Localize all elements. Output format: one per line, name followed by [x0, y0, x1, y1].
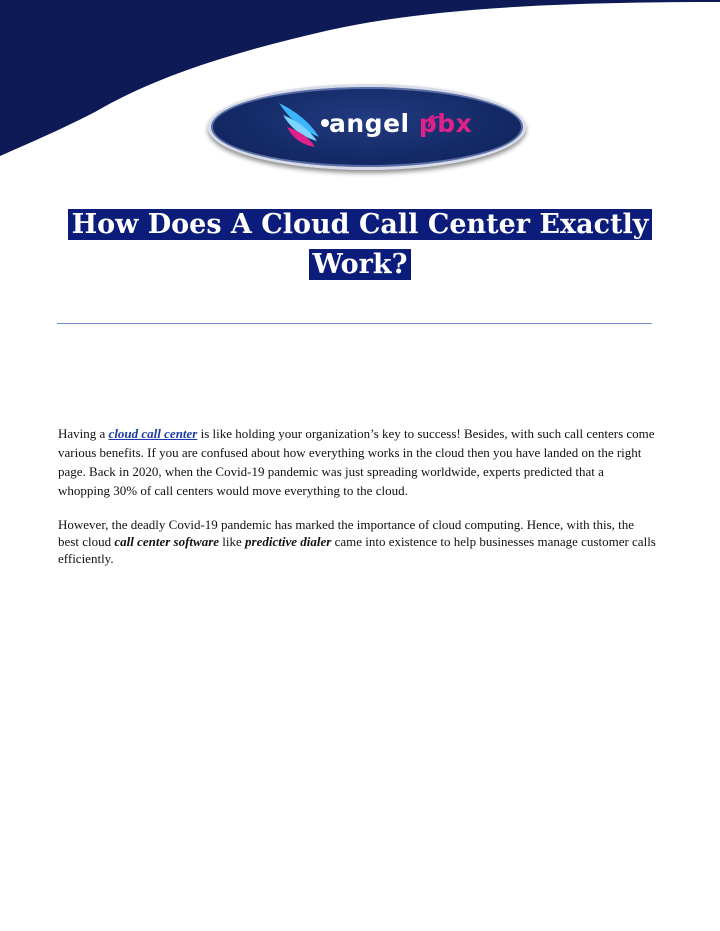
predictive-dialer-emphasis: predictive dialer: [245, 534, 332, 549]
logo-wordmark: [329, 109, 472, 138]
title-divider: [57, 323, 652, 324]
cloud-call-center-link[interactable]: cloud call center: [108, 426, 198, 441]
signal-waves-icon: [425, 109, 447, 131]
intro-text-start: Having a: [58, 426, 109, 441]
title-line-2: Work?: [309, 249, 412, 280]
second-text-3: came into existence to help businesses manage customer calls efficiently.: [58, 534, 656, 566]
call-center-software-emphasis: call center software: [114, 534, 220, 549]
intro-text-rest: is like holding your organization’s key to success! Besides, with such call centers come various benefits. If you are confused about how everything works in the cloud then you have landed on the right page. Back in 2020, when the Covid-19 pandemic was just spreading worldwide, experts predicted that a whopping 30% of call centers would move everything to the cloud.: [58, 426, 655, 498]
second-text-1: However, the deadly Covid-19 pandemic has marked the importance of cloud computing. Hence, with this, the best cloud: [58, 517, 635, 549]
page-title: [40, 205, 680, 285]
second-text-2: like: [219, 534, 246, 549]
brand-logo[interactable]: [208, 84, 526, 170]
logo-text-primary: angel: [329, 109, 410, 138]
intro-paragraph: [58, 424, 658, 500]
logo-text-accent: pbx: [418, 109, 473, 138]
second-paragraph: [58, 516, 658, 567]
title-line-1: How Does A Cloud Call Center Exactly: [68, 209, 653, 240]
